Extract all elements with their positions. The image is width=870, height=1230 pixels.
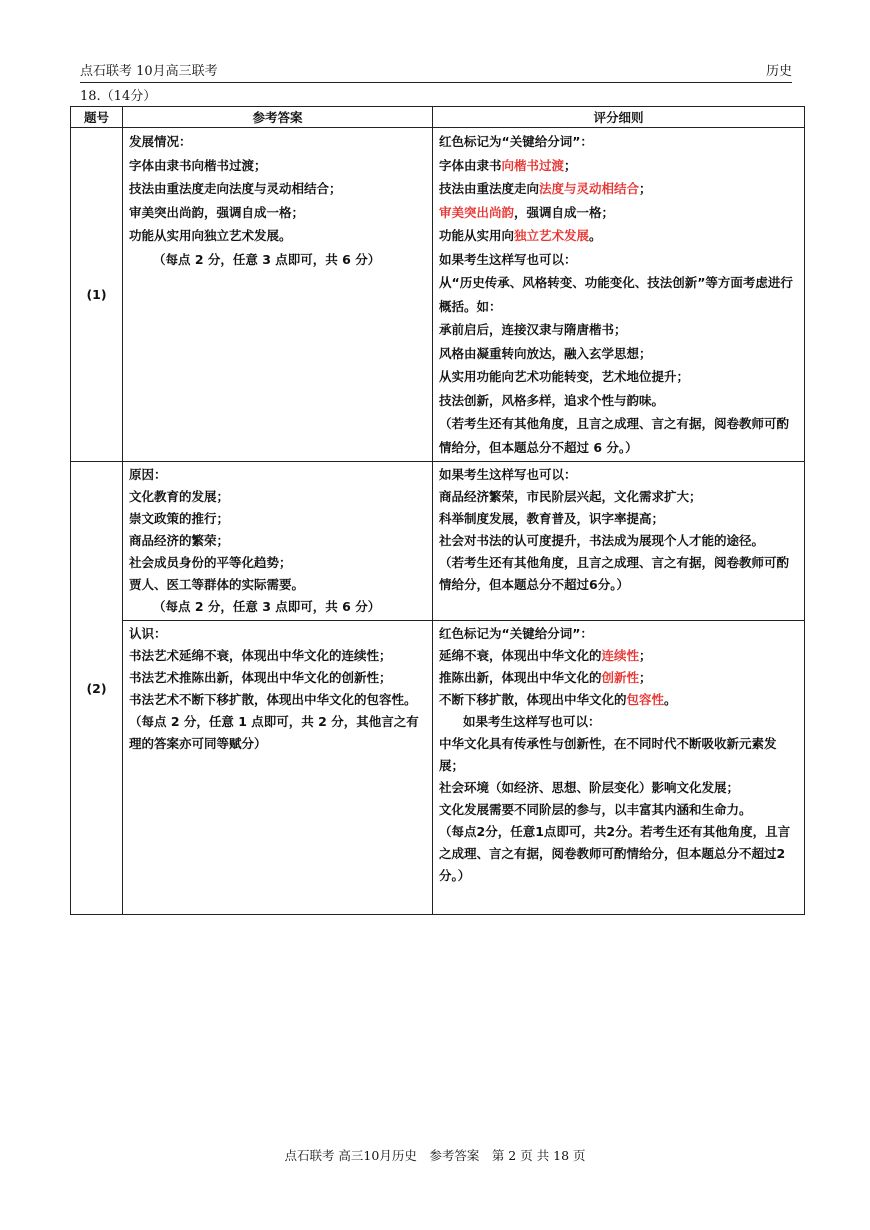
header-subject: 历史 [765,64,792,79]
part-label: (2) [71,462,123,915]
rubric-note: （若考生还有其他角度，且言之成理、言之有据，阅卷教师可酌情给分，但本题总分不超过 6 分。） [439,416,790,455]
rubric-note: （若考生还有其他角度，且言之成理、言之有据，阅卷教师可酌情给分，但本题总分不超过6分。） [439,555,790,592]
answer-item: 审美突出尚韵，强调自成一格； [129,204,305,220]
header-reference-answer: 参考答案 [123,107,433,128]
alt-item: 从实用功能向艺术功能转变，艺术地位提升； [439,369,690,384]
key-point: 字体由隶书向楷书过渡； [439,157,577,173]
rubric-cell [433,128,805,462]
key-word: 向楷书过渡 [501,157,565,173]
reason-title: 原因： [129,467,167,482]
header-exam-name: 点石联考 10月高三联考 [80,64,218,79]
table-row [71,128,805,462]
key-word: 创新性 [601,670,640,685]
answer-item: 技法由重法度走向法度与灵动相结合； [129,181,342,196]
answer-item: 字体由隶书向楷书过渡； [129,157,267,173]
score-note: （每点 2 分，任意 1 点即可，共 2 分，其他言之有理的答案亦可同等赋分） [129,714,419,751]
alt-item: 风格由凝重转向放达，融入玄学思想； [439,345,652,361]
answer-cell [123,128,433,462]
key-point: 不断下移扩散，体现出中华文化的包容性。 [439,692,677,707]
rubric-title: 红色标记为“关键给分词”： [439,134,593,149]
reason-item: 贾人、医工等群体的实际需要。 [129,577,305,592]
part-label: (1) [71,128,123,462]
page-header [80,62,792,83]
key-word: 法度与灵动相结合 [539,181,640,196]
rubric-cell [433,462,805,621]
alt-item: 社会环境（如经济、思想、阶层变化）影响文化发展； [439,780,740,795]
alt-item: 技法创新，风格多样，追求个性与韵味。 [439,392,665,408]
reason-item: 商品经济的繁荣； [129,533,230,548]
insight-item: 书法艺术延绵不衰，体现出中华文化的连续性； [129,648,392,663]
alt-title: 如果考生这样写也可以： [439,467,577,482]
rubric-cell [433,621,805,915]
alt-item: 文化发展需要不同阶层的参与，以丰富其内涵和生命力。 [439,802,752,817]
key-word: 独立艺术发展 [514,228,590,243]
reason-item: 崇文政策的推行； [129,511,230,526]
table-row [71,621,805,915]
insight-item: 书法艺术不断下移扩散，体现出中华文化的包容性。 [129,692,417,707]
alt-item: 承前启后，连接汉隶与隋唐楷书； [439,322,627,337]
answer-item: 功能从实用向独立艺术发展。 [129,228,292,243]
key-word: 包容性 [626,692,665,707]
key-word: 连续性 [601,648,640,663]
score-note: （每点 2 分，任意 3 点即可，共 6 分） [153,251,381,267]
header-question-no: 题号 [71,107,123,128]
header-scoring-rubric: 评分细则 [433,107,805,128]
alt-item: 中华文化具有传承性与创新性，在不同时代不断吸收新元素发展； [439,736,777,773]
alt-title: 如果考生这样写也可以： [439,251,577,267]
alt-item: 科举制度发展，教育普及，识字率提高； [439,511,665,526]
question-number: 18.（14分） [80,89,157,104]
insight-title: 认识： [129,626,167,641]
insight-item: 书法艺术推陈出新，体现出中华文化的创新性； [129,670,392,685]
alt-intro: 从“历史传承、风格转变、功能变化、技法创新”等方面考虑进行概括。如： [439,275,793,314]
key-point: 功能从实用向独立艺术发展。 [439,228,602,243]
table-header-row [71,107,805,128]
score-note: （每点 2 分，任意 3 点即可，共 6 分） [153,599,381,614]
key-point: 延绵不衰，体现出中华文化的连续性； [439,648,652,663]
key-word: 审美突出尚韵 [439,204,515,220]
rubric-title: 红色标记为“关键给分词”： [439,626,593,641]
reason-item: 社会成员身份的平等化趋势； [129,555,292,570]
key-point: 审美突出尚韵，强调自成一格； [439,204,615,220]
key-point: 技法由重法度走向法度与灵动相结合； [439,181,652,196]
answer-cell [123,462,433,621]
rubric-note: （每点2分，任意1点即可，共2分。若考生还有其他角度，且言之成理、言之有据，阅卷教师可酌情给分，但本题总分不超过2分。） [439,824,791,883]
alt-title: 如果考生这样写也可以： [463,714,601,729]
answer-cell [123,621,433,915]
alt-item: 商品经济繁荣，市民阶层兴起，文化需求扩大； [439,489,702,504]
page-footer: 点石联考 高三10月历史 参考答案 第 2 页 共 18 页 [284,1148,586,1163]
alt-item: 社会对书法的认可度提升，书法成为展现个人才能的途径。 [439,533,765,548]
answer-table [70,106,805,915]
table-row [71,462,805,621]
reason-item: 文化教育的发展； [129,489,230,504]
answer-title: 发展情况： [129,134,192,149]
key-point: 推陈出新，体现出中华文化的创新性； [439,670,652,685]
